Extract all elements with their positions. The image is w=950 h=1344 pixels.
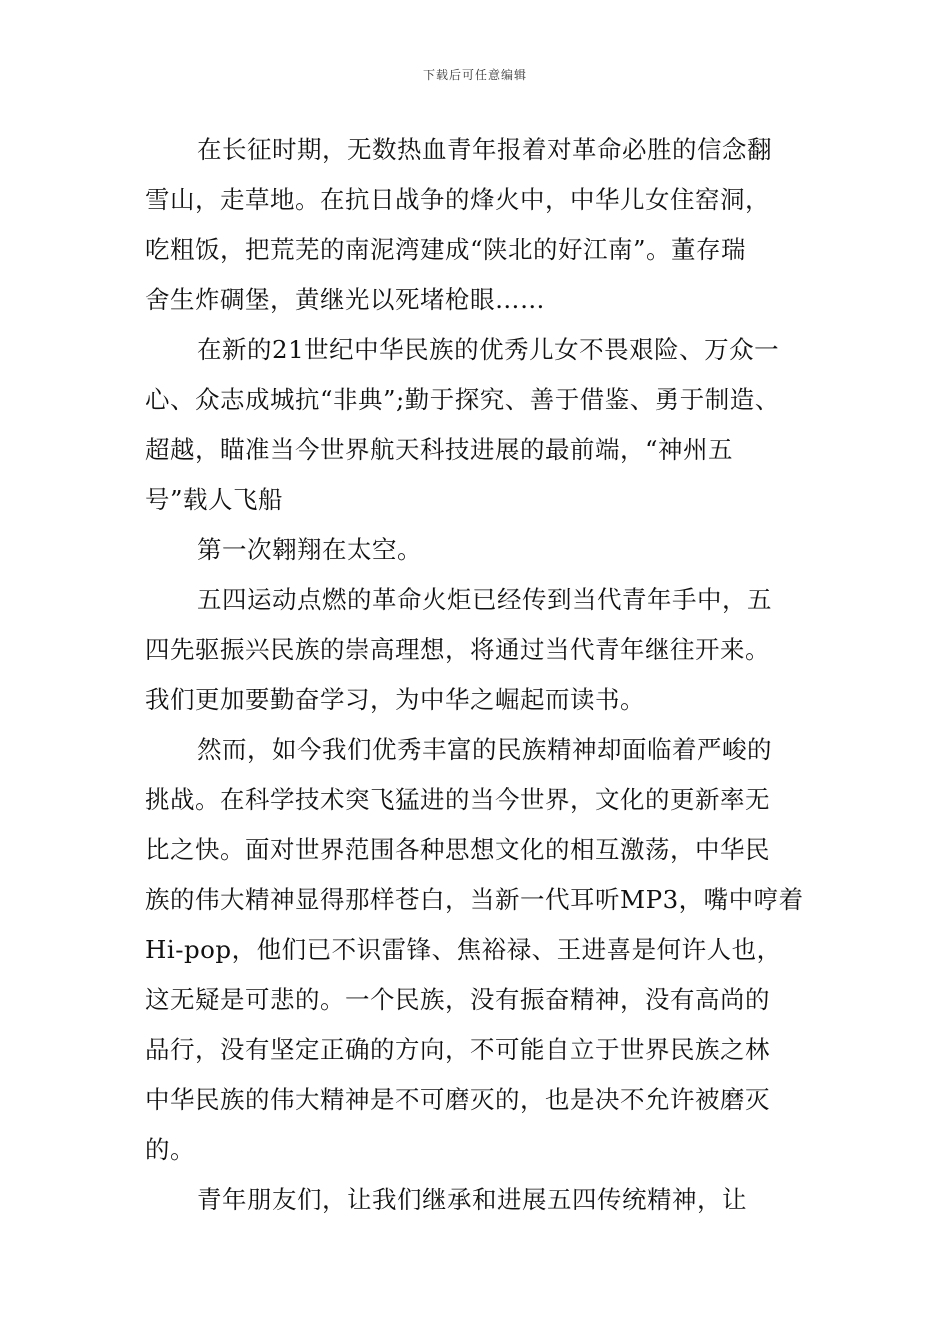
text-line: 品行，没有坚定正确的方向，不可能自立于世界民族之林: [145, 1035, 770, 1064]
text-line: 这无疑是可悲的。一个民族，没有振奋精神，没有高尚的: [145, 985, 770, 1014]
text-line: 比之快。面对世界范围各种思想文化的相互激荡，中华民: [145, 835, 770, 864]
text-line: 雪山，走草地。在抗日战争的烽火中，中华儿女住窑洞，: [145, 185, 770, 214]
text-line: 号”载人飞船: [145, 485, 284, 514]
text-line: 族的伟大精神显得那样苍白，当新一代耳听MP3，嘴中哼着: [145, 885, 804, 914]
text-line: 然而，如今我们优秀丰富的民族精神却面临着严峻的: [197, 735, 772, 764]
text-line: 在新的21世纪中华民族的优秀儿女不畏艰险、万众一: [197, 335, 780, 364]
text-line: 的。: [145, 1135, 195, 1164]
text-line: 五四运动点燃的革命火炬已经传到当代青年手中，五: [197, 585, 772, 614]
text-line: 四先驱振兴民族的崇高理想，将通过当代青年继往开来。: [145, 635, 770, 664]
text-line: 挑战。在科学技术突飞猛进的当今世界，文化的更新率无: [145, 785, 770, 814]
text-line: 超越，瞄准当今世界航天科技进展的最前端，“神州五: [145, 435, 734, 464]
text-line: 舍生炸碉堡，黄继光以死堵枪眼……: [145, 285, 545, 314]
page-header: 下载后可任意编辑: [422, 68, 527, 82]
text-line: 青年朋友们，让我们继承和进展五四传统精神，让: [197, 1185, 747, 1214]
text-line: Hi-pop，他们已不识雷锋、焦裕禄、王进喜是何许人也，: [145, 935, 782, 964]
text-line: 第一次翱翔在太空。: [197, 535, 422, 564]
text-line: 中华民族的伟大精神是不可磨灭的，也是决不允许被磨灭: [145, 1085, 770, 1114]
text-line: 心、众志成城抗“非典”;勤于探究、善于借鉴、勇于制造、: [145, 385, 780, 414]
text-line: 在长征时期，无数热血青年报着对革命必胜的信念翻: [197, 135, 772, 164]
text-line: 吃粗饭，把荒芜的南泥湾建成“陕北的好江南”。董存瑞: [145, 235, 747, 264]
text-line: 我们更加要勤奋学习，为中华之崛起而读书。: [145, 685, 645, 714]
